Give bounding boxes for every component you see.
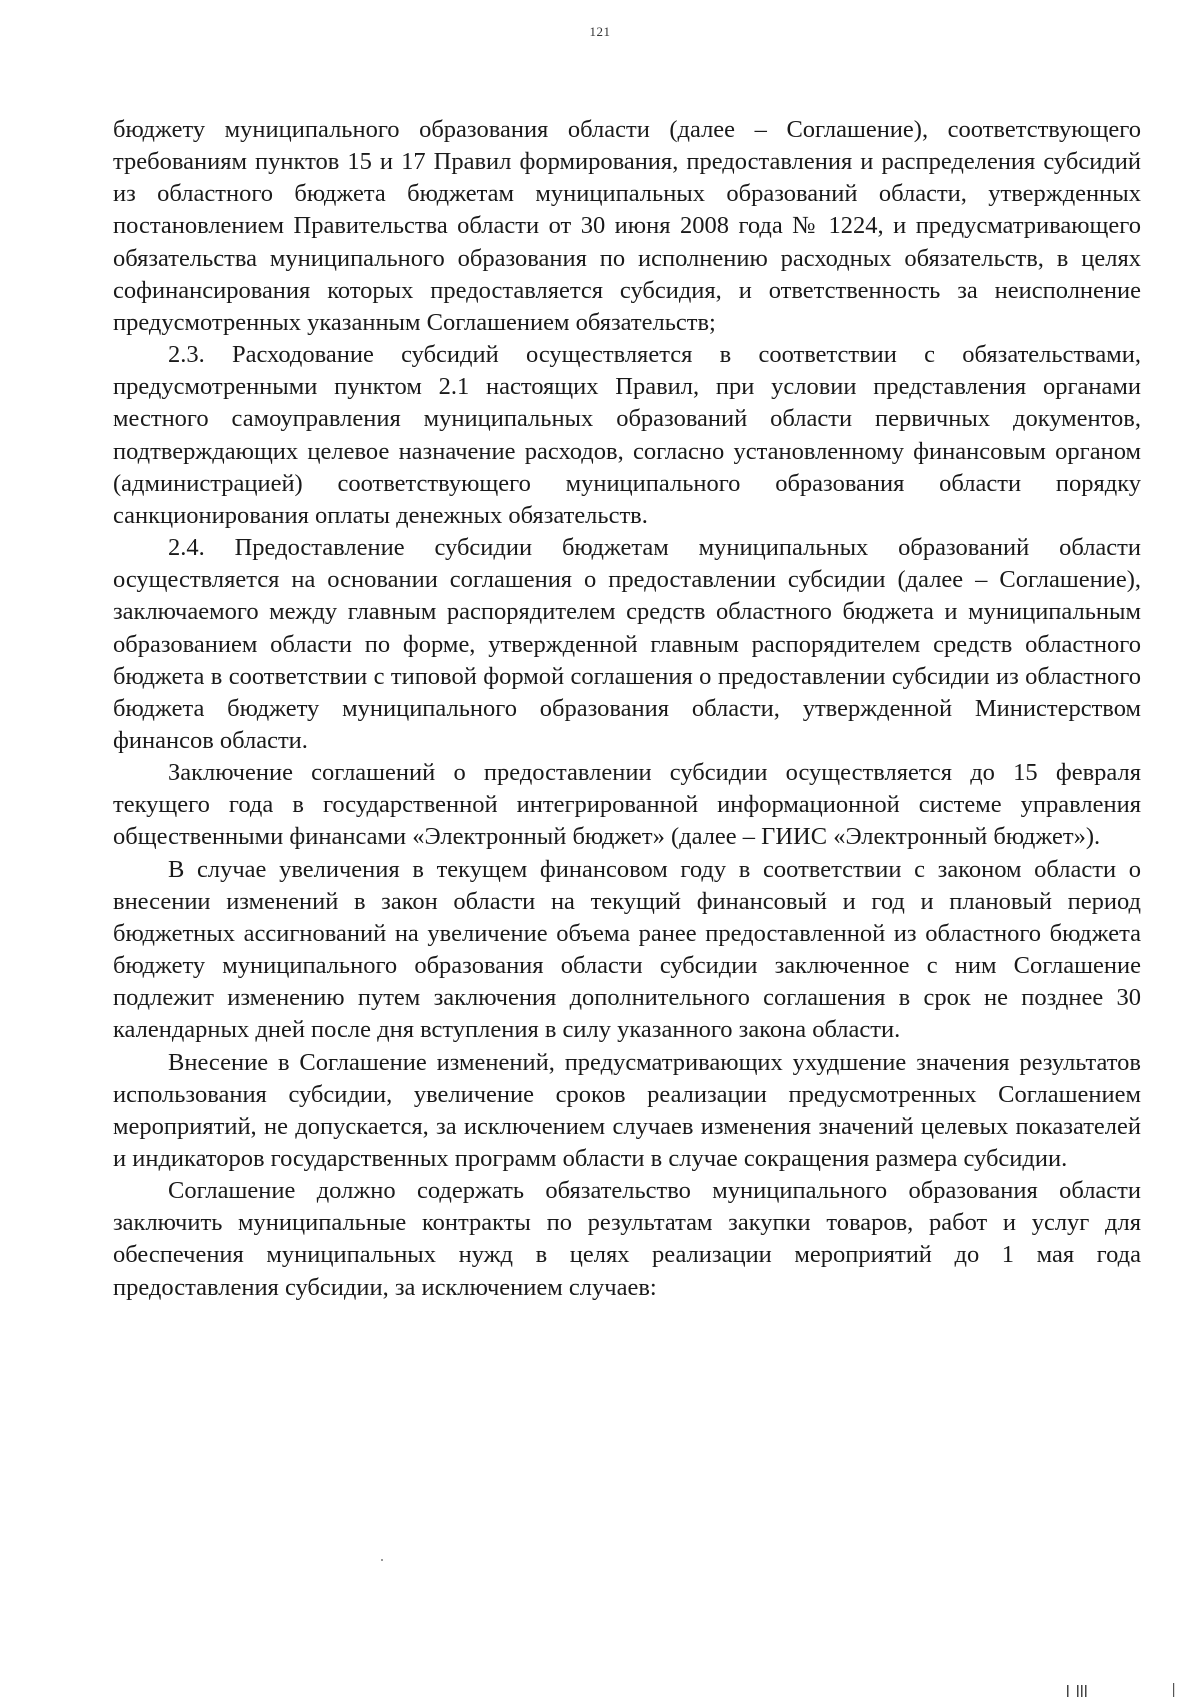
paragraph-continuation: бюджету муниципального образования области (далее – Соглашение), соответствующего требованиям пунктов 15 и 17 Правил формирования, предоставления и распределения субсидий из областного бюджета бюджетам муниципальных образований области, утвержденных постановлением Правительства области от 30 июня 2008 года № 1224, и предусматривающего обязательства муниципального образования по исполнению расходных обязательств, в целях софинансирования которых предоставляется субсидия, и ответственность за неисполнение предусмотренных указанным Соглашением обязательств; — [113, 116, 1141, 336]
paragraph-subsidy-increase: В случае увеличения в текущем финансовом году в соответствии с законом области о внесении изменений в закон области на текущий финансовый и год и плановый период бюджетных ассигнований на увеличение объема ранее предоставленной из областного бюджета бюджету муниципального образования области субсидии заключенное с ним Соглашение подлежит изменению путем заключения дополнительного соглашения в срок не позднее 30 календарных дней после дня вступления в силу указанного закона области. — [113, 855, 1141, 1044]
page-number: 121 — [589, 24, 611, 39]
paragraph-contract-obligation: Соглашение должно содержать обязательство муниципального образования области заключить муниципальные контракты по результатам закупки товаров, работ и услуг для обеспечения муниципальных нужд в целях реализации мероприятий до 1 мая года предоставления субсидии, за исключением случаев: — [113, 1177, 1141, 1301]
document-body — [113, 114, 1141, 1304]
scan-speck — [381, 1559, 383, 1561]
paragraph-amendment-restriction: Внесение в Соглашение изменений, предусматривающих ухудшение значения результатов использования субсидии, увеличение сроков реализации предусмотренных Соглашением мероприятий, не допускается, за исключением случаев изменения значений целевых показателей и индикаторов государственных программ области в случае сокращения размера субсидии. — [113, 1048, 1141, 1172]
scan-artifact-marks — [1067, 1683, 1179, 1697]
paragraph-2-4: 2.4. Предоставление субсидии бюджетам муниципальных образований области осуществляется на основании соглашения о предоставлении субсидии (далее – Соглашение), заключаемого между главным распорядителем средств областного бюджета и муниципальным образованием области по форме, утвержденной главным распорядителем средств областного бюджета в соответствии с типовой формой соглашения о предоставлении субсидии из областного бюджета бюджету муниципального образования области, утвержденной Министерством финансов области. — [113, 534, 1141, 754]
paragraph-agreement-deadline: Заключение соглашений о предоставлении субсидии осуществляется до 15 февраля текущего года в государственной интегрированной информационной системе управления общественными финансами «Электронный бюджет» (далее – ГИИС «Электронный бюджет»). — [113, 759, 1141, 851]
paragraph-2-3: 2.3. Расходование субсидий осуществляется в соответствии с обязательствами, предусмотренными пунктом 2.1 настоящих Правил, при условии представления органами местного самоуправления муниципальных образований области первичных документов, подтверждающих целевое назначение расходов, согласно установленному финансовым органом (администрацией) соответствующего муниципального образования области порядку санкционирования оплаты денежных обязательств. — [113, 341, 1141, 529]
